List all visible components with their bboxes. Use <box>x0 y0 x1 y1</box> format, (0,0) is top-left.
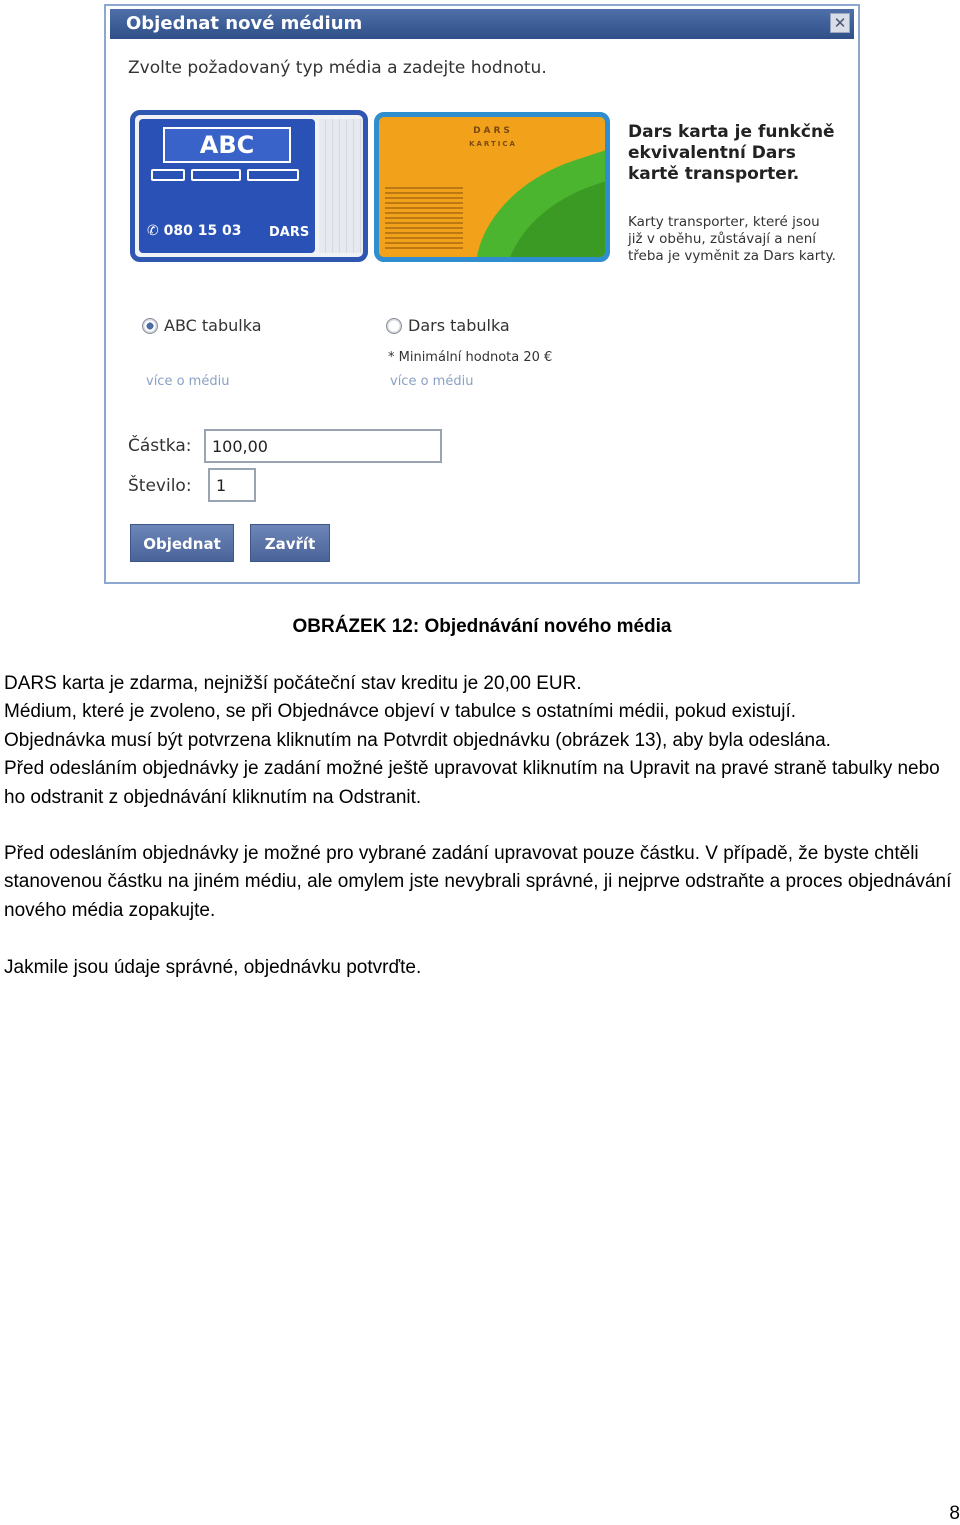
close-button[interactable]: Zavřít <box>250 524 330 562</box>
dialog-titlebar <box>110 9 854 39</box>
paragraph-3: Jakmile jsou údaje správné, objednávku potvrďte. <box>4 957 422 978</box>
abc-tabulka-radio[interactable] <box>142 318 158 334</box>
paragraph-2: Před odesláním objednávky je možné pro vybrané zadání upravovat pouze částku. V případě, že byste chtěli stanovenou částku na jiném médiu, ale omylem jste nevybrali správné, ji nejprve odstraňte a proces objednávání nového média zopakujte. <box>4 843 952 921</box>
vehicle-icons <box>151 169 311 183</box>
card-barcode-stub <box>319 119 363 253</box>
promo-title: Dars karta je funkčně ekvivalentní Dars kartě transporter. <box>628 122 835 184</box>
dars-more-link[interactable]: více o médiu <box>390 374 474 389</box>
abc-logo: ABC <box>163 127 291 163</box>
dars-tabulka-label[interactable]: Dars tabulka <box>408 316 510 335</box>
paragraph-1-line: DARS karta je zdarma, nejnižší počáteční stav kreditu je 20,00 EUR. <box>4 673 582 694</box>
paragraph-1 <box>4 670 960 812</box>
count-label: Število: <box>128 476 192 496</box>
order-button[interactable]: Objednat <box>130 524 234 562</box>
paragraph-1-line: Médium, které je zvoleno, se při Objednávce objeví v tabulce s ostatními médii, pokud existují. <box>4 701 797 723</box>
count-input[interactable] <box>208 468 256 502</box>
amount-input[interactable] <box>204 429 442 463</box>
abc-tabulka-label[interactable]: ABC tabulka <box>164 316 262 335</box>
abc-phone: ✆ 080 15 03 <box>147 223 242 239</box>
abc-card-brand: DARS <box>269 225 310 240</box>
promo-text: Karty transporter, které jsou již v oběhu, zůstávají a není třeba je vyměnit za Dars karty. <box>628 214 836 264</box>
dars-card-image <box>374 112 610 262</box>
order-media-dialog <box>104 4 860 584</box>
amount-label: Částka: <box>128 436 192 456</box>
dialog-title: Objednat nové médium <box>126 13 363 34</box>
dars-card-brand-line1: DARS <box>473 126 513 136</box>
figure-caption: OBRÁZEK 12: Objednávání nového média <box>292 616 672 637</box>
dars-tabulka-radio[interactable] <box>386 318 402 334</box>
minimum-value-note: * Minimální hodnota 20 € <box>388 350 553 365</box>
abc-more-link[interactable]: více o médiu <box>146 374 230 389</box>
paragraph-1-line: Před odesláním objednávky je zadání možné ještě upravovat kliknutím na Upravit na pravé straně tabulky nebo ho odstranit z objednávání kliknutím na Odstranit. <box>4 758 940 808</box>
dars-card-brand <box>463 125 523 151</box>
page-number: 8 <box>949 1503 960 1524</box>
paragraph-1-line: Objednávka musí být potvrzena kliknutím na Potvrdit objednávku (obrázek 13), aby byla odeslána. <box>4 729 831 751</box>
card-fine-print <box>385 187 463 249</box>
dars-card-brand-line2: KARTICA <box>469 140 517 148</box>
close-icon[interactable]: ✕ <box>830 13 850 33</box>
dialog-instruction: Zvolte požadovaný typ média a zadejte hodnotu. <box>128 58 547 78</box>
abc-card-image <box>130 110 368 262</box>
